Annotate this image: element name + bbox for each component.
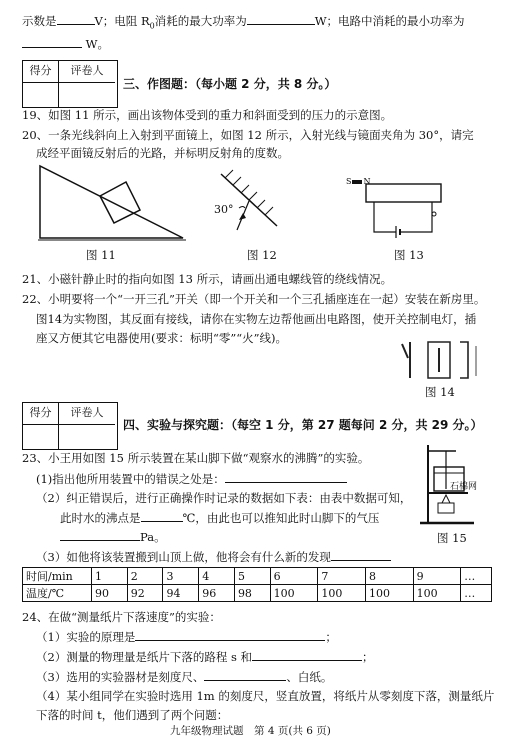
section-title: 四、实验与探究题：（每空 1 分，第 27 题每问 2 分，共 29 分。）	[123, 418, 483, 432]
table-cell: 6	[270, 568, 318, 585]
answer-blank[interactable]	[331, 549, 391, 561]
answer-blank[interactable]	[22, 36, 82, 48]
table-cell: 94	[163, 585, 199, 602]
score-label: 得分	[23, 403, 59, 425]
question-22-line-1: 22、小明要将一个“一开三孔”开关（即一个开关和一个三孔插座连在一起）安装在新房里。	[22, 292, 486, 306]
table-row	[23, 585, 492, 602]
answer-blank[interactable]	[60, 529, 140, 541]
text: ；	[362, 650, 374, 664]
table-cell: 3	[163, 568, 199, 585]
figure-12-caption: 图 12	[247, 248, 277, 262]
table-cell: 4	[199, 568, 235, 585]
figure-13-solenoid	[362, 178, 447, 238]
angle-label: 30°	[214, 203, 234, 216]
answer-blank[interactable]	[135, 629, 325, 641]
score-box	[22, 60, 118, 108]
score-cell[interactable]	[23, 83, 59, 107]
text: W；电路中消耗的最小功率为	[314, 14, 465, 28]
table-cell: 时间/min	[23, 568, 92, 585]
text: ；	[325, 630, 337, 644]
question-22-line-3: 座又方便其它电器使用(要求：标明“零”“火”线)。	[36, 331, 287, 345]
answer-blank[interactable]	[225, 471, 347, 483]
question-23-part-3	[36, 549, 391, 565]
text: Pa。	[140, 530, 166, 544]
data-table	[22, 567, 492, 602]
text: (1)指出他所用装置中的错误之处是：	[36, 472, 225, 486]
figure-11-incline	[38, 162, 188, 242]
grader-label: 评卷人	[59, 403, 115, 425]
table-cell: 9	[413, 568, 461, 585]
answer-blank[interactable]	[247, 13, 315, 25]
question-22-line-2: 图14为实物图，其反面有接线，请你在实物左边帮他画出电路图，使开关控制电灯，插	[36, 312, 477, 326]
text: （3）如他将该装置搬到山顶上做，他将会有什么新的发现	[36, 550, 331, 564]
question-24-part-1	[36, 629, 337, 645]
question-20-line-2: 成经平面镜反射后的光路，并标明反射角的度数。	[36, 146, 289, 160]
needle-north-label: N	[363, 177, 371, 186]
table-cell: 96	[199, 585, 235, 602]
table-cell: 98	[234, 585, 270, 602]
line-top-1	[22, 13, 465, 33]
table-cell: 100	[270, 585, 318, 602]
text: （2）测量的物理量是纸片下落的路程 s 和	[36, 650, 253, 664]
table-cell: 100	[413, 585, 461, 602]
figure-14-caption: 图 14	[425, 385, 455, 399]
figure-13-caption: 图 13	[394, 248, 424, 262]
subscript: 0	[149, 21, 155, 31]
text: 消耗的最大功率为	[154, 14, 247, 28]
question-23-part-2c	[60, 529, 166, 545]
needle-south-label: S	[346, 177, 352, 186]
line-top-2	[22, 36, 109, 52]
text: （3）选用的实验器材是刻度尺、	[36, 670, 205, 684]
table-cell: …	[461, 585, 492, 602]
table-cell: 温度/℃	[23, 585, 92, 602]
table-cell: 2	[127, 568, 163, 585]
table-cell: 92	[127, 585, 163, 602]
question-24-part-4b: 下落的时间 t，他们遇到了两个问题：	[36, 708, 229, 722]
text: 、白纸。	[286, 670, 333, 684]
score-cell[interactable]	[23, 425, 59, 449]
grader-label: 评卷人	[59, 61, 115, 83]
text: 示数是	[22, 14, 57, 28]
grader-cell[interactable]	[59, 83, 115, 107]
figure-11-caption: 图 11	[86, 248, 116, 262]
table-cell: …	[461, 568, 492, 585]
question-24-part-4a: （4）某小组同学在实验时选用 1m 的刻度尺，竖直放置，将纸片从零刻度下落，测量纸片	[36, 689, 495, 703]
table-row	[23, 568, 492, 585]
text: ℃，由此也可以推知此时山脚下的气压	[182, 511, 380, 525]
table-cell: 100	[365, 585, 413, 602]
question-23-part-2b	[60, 510, 379, 526]
page-footer: 九年级物理试题 第 4 页(共 6 页)	[170, 725, 331, 737]
score-box	[22, 402, 118, 450]
asbestos-net-label: 石棉网	[450, 482, 478, 492]
table-cell: 100	[318, 585, 366, 602]
question-24-part-2	[36, 649, 374, 665]
text: W。	[85, 37, 109, 51]
answer-blank[interactable]	[204, 669, 286, 681]
table-cell: 1	[92, 568, 128, 585]
text: 此时水的沸点是	[60, 511, 141, 525]
section-title: 三、作图题：（每小题 2 分，共 8 分。）	[123, 77, 337, 91]
answer-blank[interactable]	[252, 649, 362, 661]
question-23-part-1	[36, 471, 347, 487]
needle-icon	[352, 180, 362, 184]
figure-14-switch-socket	[398, 338, 478, 384]
question-24-part-3	[36, 669, 332, 685]
text: V；电阻 R	[94, 14, 150, 28]
answer-blank[interactable]	[141, 510, 183, 522]
score-label: 得分	[23, 61, 59, 83]
question-19: 19、如图 11 所示，画出该物体受到的重力和斜面受到的压力的示意图。	[22, 108, 393, 122]
table-cell: 5	[234, 568, 270, 585]
question-23: 23、小王用如图 15 所示装置在某山脚下做“观察水的沸腾”的实验。	[22, 451, 370, 465]
question-24: 24、在做“测量纸片下落速度”的实验：	[22, 610, 221, 624]
question-21: 21、小磁针静止时的指向如图 13 所示，请画出通电螺线管的绕线情况。	[22, 272, 393, 286]
figure-15-caption: 图 15	[437, 531, 467, 545]
grader-cell[interactable]	[59, 425, 115, 449]
answer-blank[interactable]	[57, 13, 95, 25]
table-cell: 8	[365, 568, 413, 585]
question-23-part-2: （2）纠正错误后，进行正确操作时记录的数据如下表：由表中数据可知，	[36, 491, 412, 505]
table-cell: 90	[92, 585, 128, 602]
text: （1）实验的原理是	[36, 630, 136, 644]
table-cell: 7	[318, 568, 366, 585]
question-20-line-1: 20、一条光线斜向上入射到平面镜上，如图 12 所示，入射光线与镜面夹角为 30°，请完	[22, 128, 474, 142]
